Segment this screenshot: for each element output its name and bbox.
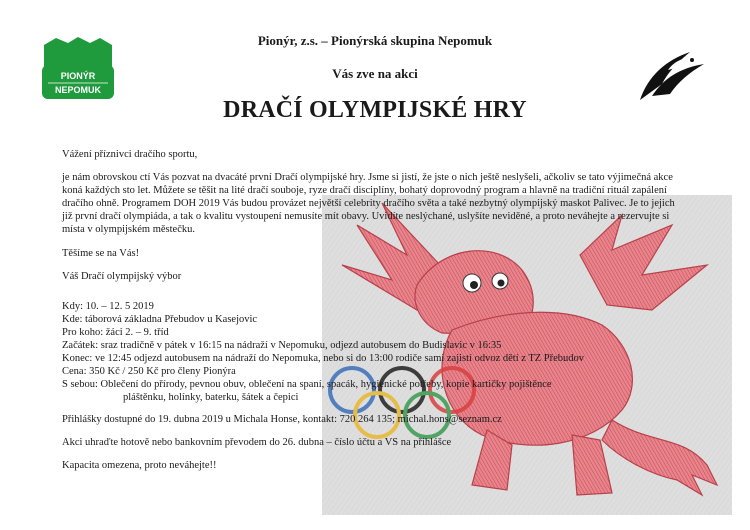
detail-bring: S sebou: Oblečení do přírody, pevnou obuv, oblečení na spaní, spacák, hygienické potřeby, kopie kartičky pojištěnce	[62, 379, 552, 390]
capacity-note: Kapacita omezena, proto neváhejte!!	[62, 460, 217, 471]
invite-line: Vás zve na akci	[332, 66, 418, 81]
detail-where: Kde: táborová základna Přebudov u Kasejovic	[62, 314, 258, 325]
event-title: DRAČÍ OLYMPIJSKÉ HRY	[223, 97, 527, 123]
detail-start: Začátek: sraz tradičně v pátek v 16:15 na nádraží v Nepomuku, odjezd autobusem do Budislavic v 16:35	[62, 340, 502, 351]
signature: Váš Dračí olympijský výbor	[62, 271, 182, 282]
logo-line1: PIONÝR	[60, 71, 96, 81]
registrations-note: Přihlášky dostupné do 19. dubna 2019 u Michala Honse, kontakt: 720 264 135; michal.hons@seznam.cz	[62, 414, 502, 425]
payment-note: Akci uhraďte hotově nebo bankovním převodem do 26. dubna – číslo účtu a VS na přihlášce	[62, 437, 452, 448]
detail-price: Cena: 350 Kč / 250 Kč pro členy Pionýra	[62, 366, 236, 377]
logo-line2: NEPOMUK	[54, 85, 102, 95]
greeting: Vážení příznivci dračího sportu,	[62, 149, 198, 160]
intro-paragraph: je nám obrovskou ctí Vás pozvat na dvacáté první Dračí olympijské hry. Jsme si jistí, že jste o nich ještě neslyšeli, ačkoliv se tato výjimečná akce koná každých sto let. Můžete se těšit na lité dračí souboje, ryze dračí disciplíny, bohatý doprovodný program a hlavně na tradiční rituál zapálení dračího ohně. Programem DOH 2019 Vás budou provázet největší celebrity dračího světa a také nezbytný olympijský maskot Palivec. Je to jejich již první dračí olympiáda, a tak o kvalitu vystoupení nemusíte mít obavy. Uvidíte neslýchané, uslyšíte neviděné, a proto neváhejte a rezervujte si místa v olympijském městečku.	[62, 172, 675, 235]
event-details	[62, 300, 602, 404]
detail-for-whom: Pro koho: žáci 2. – 9. tříd	[62, 327, 169, 338]
closing-cheers: Těšíme se na Vás!	[62, 248, 140, 259]
detail-when: Kdy: 10. – 12. 5 2019	[62, 301, 154, 312]
detail-bring-cont: pláštěnku, holínky, baterku, šátek a čepici	[123, 392, 299, 403]
detail-end: Konec: ve 12:45 odjezd autobusem na nádraží do Nepomuka, nebo si do 13:00 rodiče sami zajistí odvoz dětí z TZ Přebudov	[62, 353, 585, 364]
organization-name: Pionýr, z.s. – Pionýrská skupina Nepomuk	[257, 33, 493, 48]
